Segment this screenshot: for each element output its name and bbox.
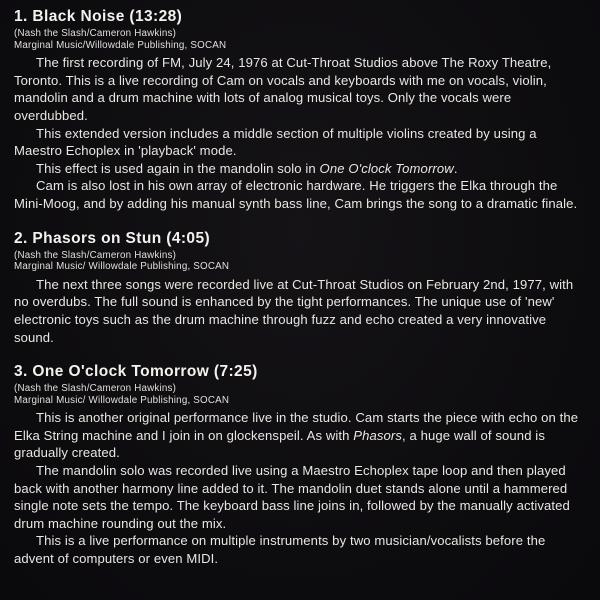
paragraph-text: This effect is used again in the mandolin solo in (36, 160, 320, 176)
paragraph-text: The first recording of FM, July 24, 1976 at Cut-Throat Studios above The Roxy Theatre, Toronto. This is a live recording of Cam on vocals and keyboards with me on vocals, violin, mandolin and a drum machine with lots of analog musical toys. Only the vocals were overdubbed. (14, 55, 552, 123)
track-title: 2. Phasors on Stun (4:05) (14, 229, 211, 247)
paragraph-text: This extended version includes a middle section of multiple violins created by using a Maestro Echoplex in 'playback' mode. (14, 125, 537, 159)
track-paragraph (14, 160, 587, 178)
track-section-one-oclock-tomorrow (14, 363, 587, 568)
track-writers: (Nash the Slash/Cameron Hawkins) (14, 383, 177, 395)
track-paragraph (14, 462, 587, 532)
track-paragraph (14, 177, 587, 212)
track-section-black-noise (14, 8, 587, 213)
track-paragraph (14, 54, 587, 124)
italic-title-text: Phasors (353, 427, 402, 443)
track-title: 1. Black Noise (13:28) (14, 8, 183, 25)
track-section-phasors-on-stun (14, 230, 587, 347)
paragraph-text: This is another original performance live in the studio. Cam starts the piece with echo on the Elka String machine and I join in on glockenspeil. As with (14, 410, 579, 443)
track-writers: (Nash the Slash/Cameron Hawkins) (14, 28, 177, 39)
track-paragraph (14, 409, 587, 462)
paragraph-text: The next three songs were recorded live at Cut-Throat Studios on February 2nd, 1977, with no overdubs. The full sound is enhanced by the tight performances. The unique use of 'new' electronic toys such as the drum machine through fuzz and echo created a very innovative sound. (14, 276, 574, 345)
track-writers: (Nash the Slash/Cameron Hawkins) (14, 249, 177, 261)
track-publisher: Marginal Music/ Willowdale Publishing, SOCAN (14, 394, 230, 406)
paragraph-text: Cam is also lost in his own array of electronic hardware. He triggers the Elka through the Mini-Moog, and by adding his manual synth bass line, Cam brings the song to a dramatic finale. (14, 178, 578, 211)
track-title: 3. One O'clock Tomorrow (7:25) (14, 363, 258, 381)
paragraph-text: . (453, 160, 458, 176)
paragraph-text: This is a live performance on multiple instruments by two musician/vocalists before the advent of computers or even MIDI. (14, 533, 546, 567)
paragraph-text: The mandolin solo was recorded live using a Maestro Echoplex tape loop and then played back with another harmony line added to it. The mandolin duet stands alone until a hammered single note sets the tempo. The keyboard bass line joins in, followed by the manually activated drum machine rounding out the mix. (14, 463, 570, 531)
track-publisher: Marginal Music/ Willowdale Publishing, SOCAN (14, 261, 230, 273)
track-paragraph (14, 125, 587, 160)
track-paragraph (14, 276, 587, 346)
track-paragraph (14, 532, 587, 567)
italic-title-text: One O'clock Tomorrow (319, 160, 454, 176)
paragraph-text: , a huge wall of sound is gradually created. (14, 427, 545, 461)
track-publisher: Marginal Music/Willowdale Publishing, SOCAN (14, 39, 227, 51)
